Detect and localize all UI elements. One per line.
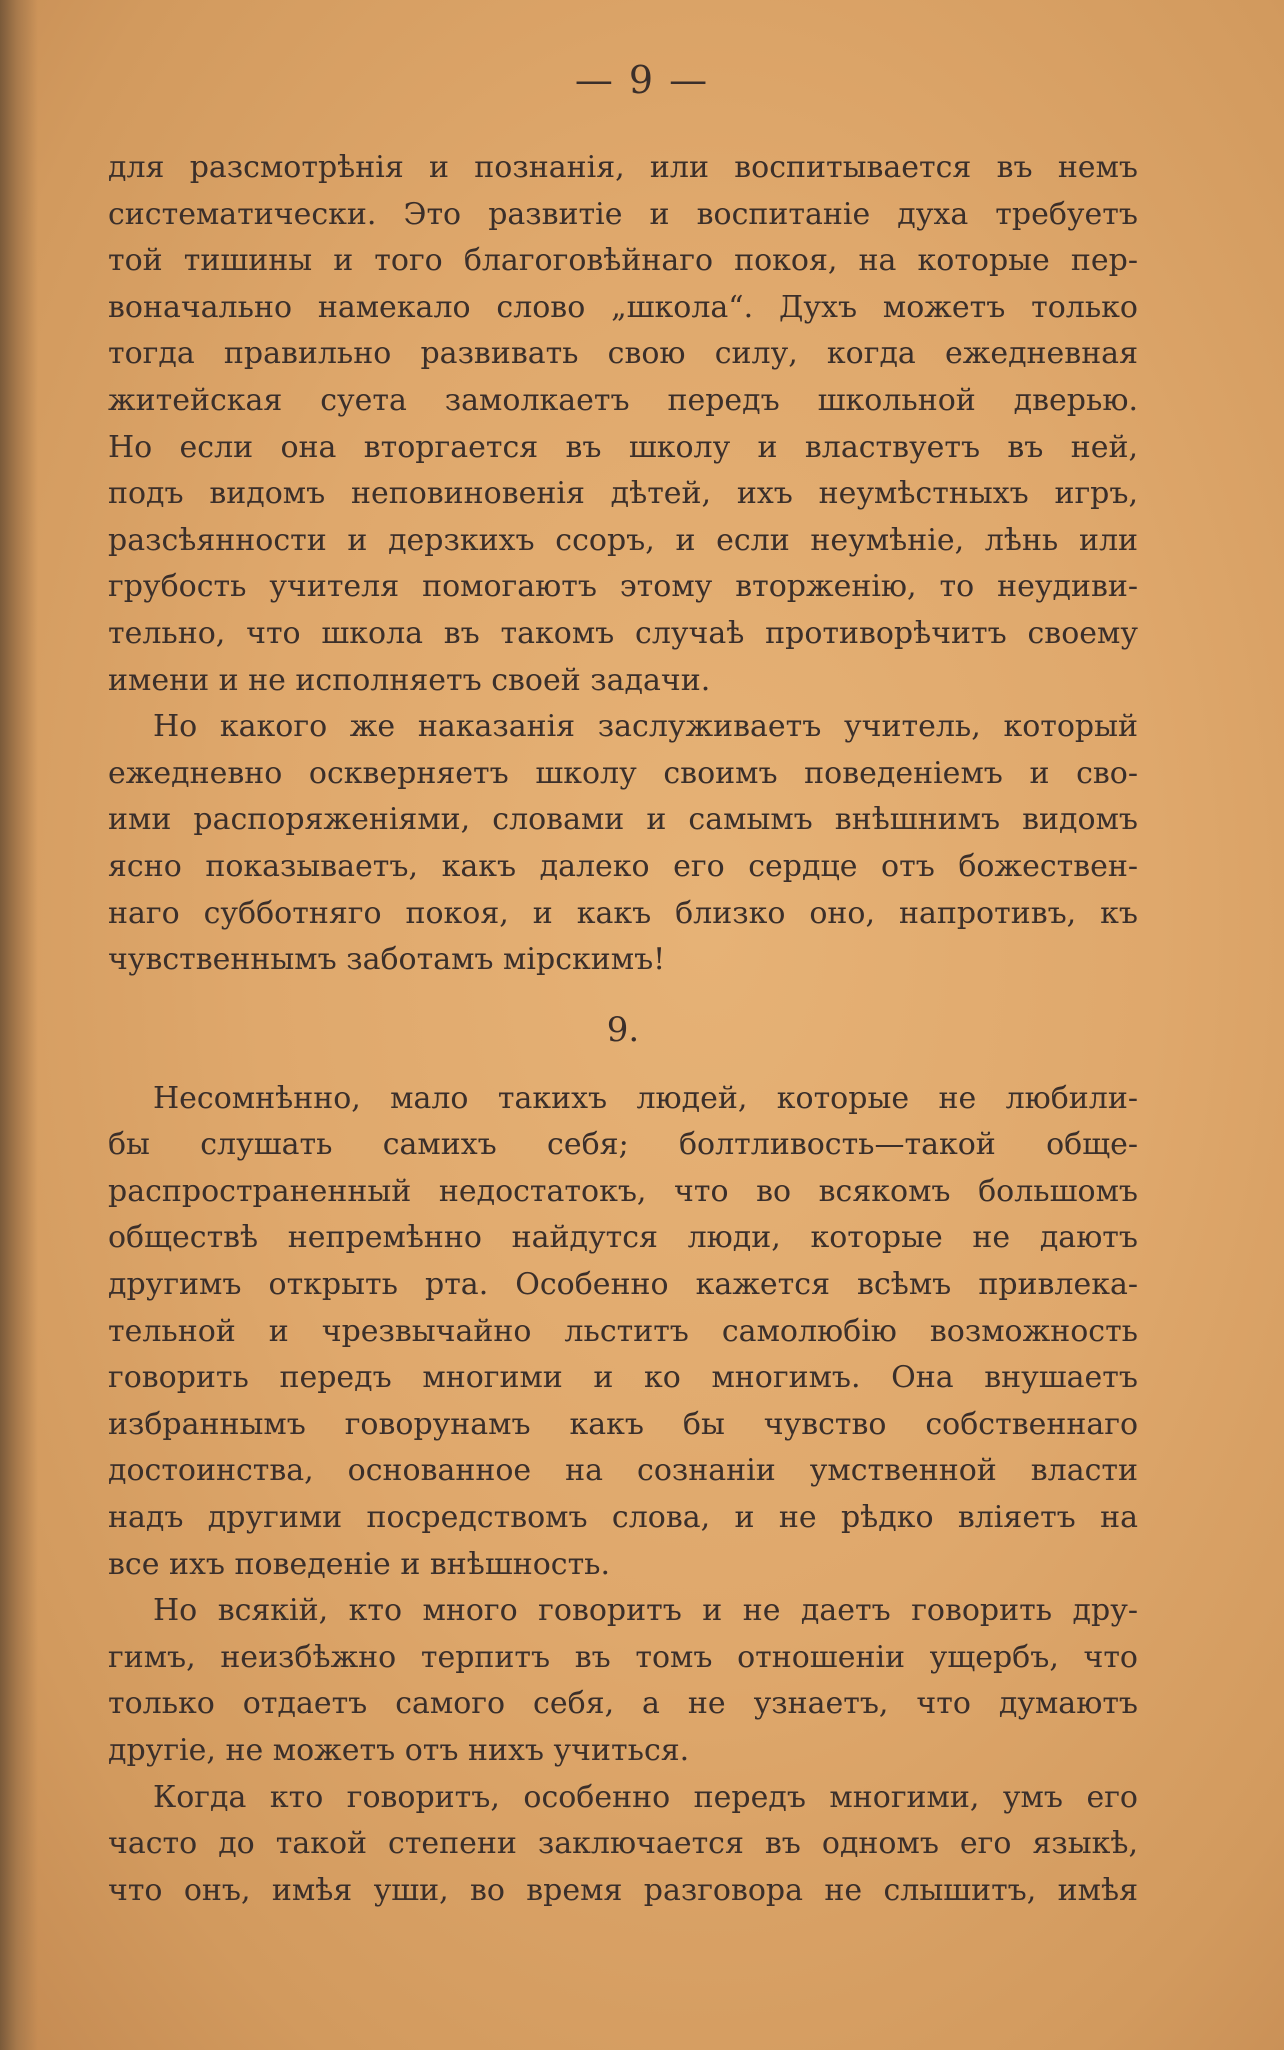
text-line: имени и не исполняетъ своей задачи. [108, 662, 711, 698]
text-line: распространенный недостатокъ, что во всякомъ большомъ [108, 1173, 1138, 1209]
text-line: что онъ, имѣя уши, во время разговора не слышитъ, имѣя [108, 1872, 1138, 1908]
text-line: тельно, что школа въ такомъ случаѣ противорѣчитъ своему [108, 615, 1138, 651]
text-line: все ихъ поведеніе и внѣшность. [108, 1546, 611, 1582]
text-line: грубость учителя помогаютъ этому вторженію, то неудиви- [108, 569, 1138, 605]
text-line: гимъ, неизбѣжно терпитъ въ томъ отношеніи ущербъ, что [108, 1639, 1138, 1675]
paragraph [108, 1076, 1138, 1589]
text-line: наго субботняго покоя, и какъ близко оно, напротивъ, къ [108, 895, 1138, 931]
text-line: тельной и чрезвычайно льститъ самолюбію возможность [108, 1313, 1138, 1349]
text-line: бы слушать самихъ себя; болтливость—такой обще- [108, 1127, 1138, 1163]
paragraph [108, 1775, 1138, 1915]
text-line: только отдаетъ самого себя, а не узнаетъ, что думаютъ [108, 1686, 1138, 1722]
text-line: ежедневно оскверняетъ школу своимъ поведеніемъ и сво- [108, 755, 1138, 791]
text-line: житейская суета замолкаетъ передъ школьной дверью. [108, 382, 1138, 418]
book-spine-shadow [0, 0, 38, 2050]
text-line: избраннымъ говорунамъ какъ бы чувство собственнаго [108, 1406, 1138, 1442]
text-line: говорить передъ многими и ко многимъ. Она внушаетъ [108, 1360, 1138, 1396]
text-line: другимъ открыть рта. Особенно кажется всѣмъ привлека- [108, 1267, 1138, 1303]
paragraph [108, 1588, 1138, 1774]
page-body [108, 145, 1138, 1914]
text-line: обществѣ непремѣнно найдутся люди, которые не даютъ [108, 1220, 1138, 1256]
text-line: Но какого же наказанія заслуживаетъ учитель, который [153, 709, 1138, 745]
text-line: Но всякій, кто много говоритъ и не даетъ говорить дру- [153, 1593, 1138, 1629]
text-line: подъ видомъ неповиновенія дѣтей, ихъ неумѣстныхъ игръ, [108, 476, 1138, 512]
text-line: ими распоряженіями, словами и самымъ внѣшнимъ видомъ [108, 802, 1138, 838]
text-line: Несомнѣнно, мало такихъ людей, которые не любили- [153, 1080, 1138, 1116]
section-heading: 9. [606, 1009, 640, 1050]
text-line: разсѣянности и дерзкихъ ссоръ, и если неумѣніе, лѣнь или [108, 522, 1138, 558]
text-line: часто до такой степени заключается въ одномъ его языкѣ, [108, 1826, 1138, 1862]
text-line: ясно показываетъ, какъ далеко его сердце отъ божествен- [108, 848, 1138, 884]
text-line: той тишины и того благоговѣйнаго покоя, на которые пер- [108, 243, 1138, 279]
text-line: тогда правильно развивать свою силу, когда ежедневная [108, 336, 1138, 372]
text-line: Когда кто говоритъ, особенно передъ многими, умъ его [153, 1779, 1138, 1815]
text-line: систематически. Это развитіе и воспитаніе духа требуетъ [108, 196, 1138, 232]
page-number: — 9 — [574, 58, 710, 102]
text-line: надъ другими посредствомъ слова, и не рѣдко вліяетъ на [108, 1500, 1138, 1536]
text-line: другіе, не можетъ отъ нихъ учиться. [108, 1733, 690, 1768]
text-line: Но если она вторгается въ школу и властвуетъ въ ней, [108, 429, 1138, 465]
text-line: достоинства, основанное на сознаніи умственной власти [108, 1453, 1138, 1489]
paragraph [108, 704, 1138, 984]
paragraph [108, 145, 1138, 704]
text-line: воначально намекало слово „школа“. Духъ можетъ только [108, 289, 1138, 325]
text-line: для разсмотрѣнія и познанія, или воспитывается въ немъ [108, 150, 1138, 185]
text-line: чувственнымъ заботамъ мірскимъ! [108, 942, 666, 978]
